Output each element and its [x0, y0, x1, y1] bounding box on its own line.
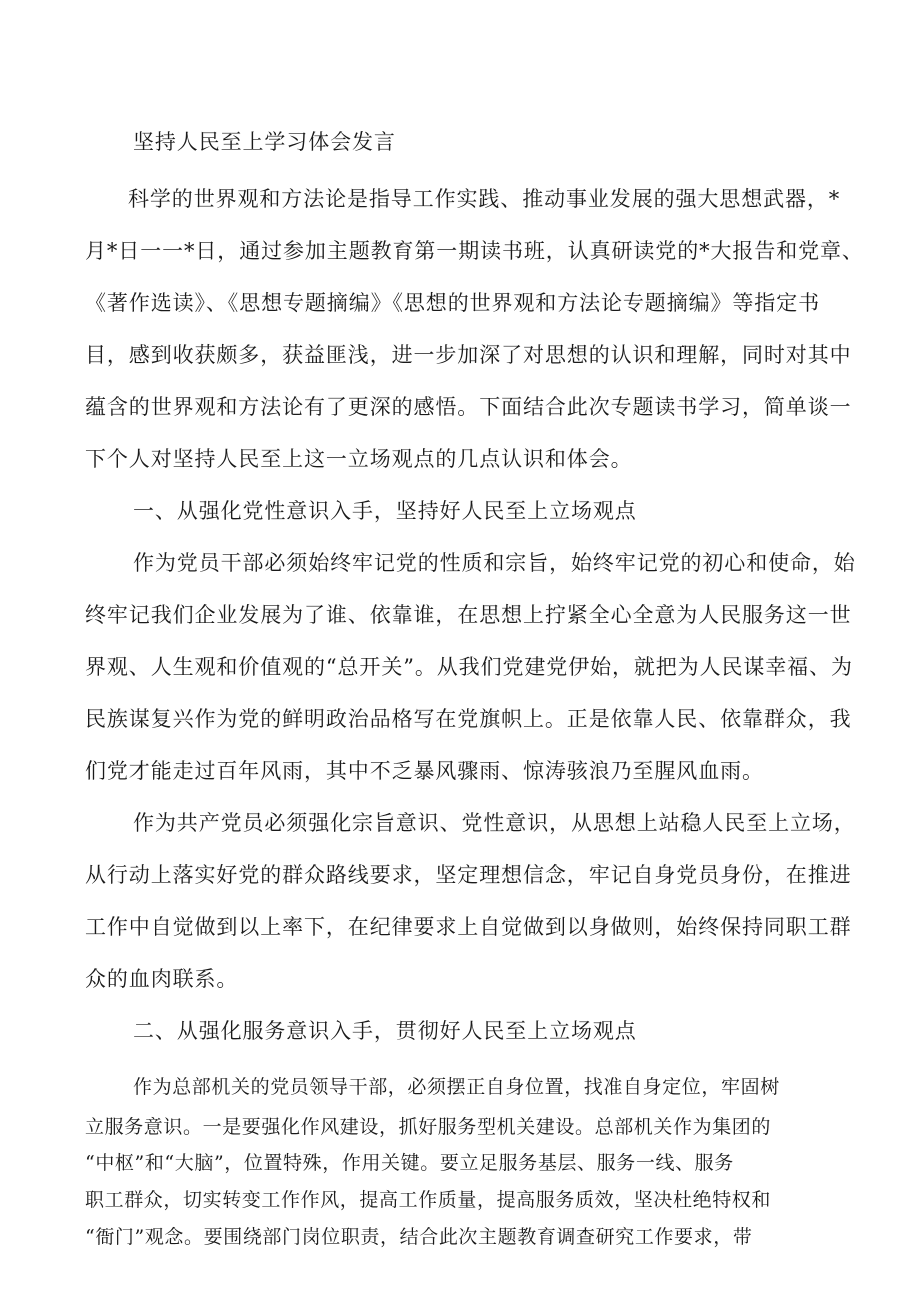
paragraph-line: 立服务意识。一是要强化作风建设，抓好服务型机关建设。总部机关作为集团的 [85, 1116, 772, 1138]
paragraph-line: 工作中自觉做到以上率下，在纪律要求上自觉做到以身做则，始终保持同职工群 [85, 915, 852, 939]
paragraph-line: “衙门”观念。要围绕部门岗位职责，结合此次主题教育调查研究工作要求，带 [85, 1226, 753, 1248]
paragraph-line: 众的血肉联系。 [85, 967, 239, 991]
paragraph-line: 终牢记我们企业发展为了谁、依靠谁，在思想上拧紧全心全意为人民服务这一世 [85, 603, 852, 627]
paragraph-line: 们党才能走过百年风雨，其中不乏暴风骤雨、惊涛骇浪乃至腥风血雨。 [85, 759, 764, 783]
paragraph-line: 职工群众，切实转变工作作风，提高工作质量，提高服务质效，坚决杜绝特权和 [85, 1189, 772, 1211]
paragraph-line: 科学的世界观和方法论是指导工作实践、推动事业发展的强大思想武器，* [128, 187, 841, 211]
paragraph-line: 作为总部机关的党员领导干部，必须摆正自身位置，找准自身定位，牢固树 [133, 1076, 780, 1098]
document-title: 坚持人民至上学习体会发言 [133, 130, 396, 154]
paragraph-line: 蕴含的世界观和方法论有了更深的感悟。下面结合此次专题读书学习，简单谈一 [85, 395, 852, 419]
paragraph-line: “中枢”和“大脑”，位置特殊，作用关键。要立足服务基层、服务一线、服务 [85, 1152, 734, 1174]
section-heading: 二、从强化服务意识入手，贯彻好人民至上立场观点 [133, 1019, 637, 1043]
paragraph-line: 民族谋复兴作为党的鲜明政治品格写在党旗帜上。正是依靠人民、依靠群众，我 [85, 707, 852, 731]
paragraph-line: 界观、人生观和价值观的“总开关”。从我们党建党伊始，就把为人民谋幸福、为 [85, 655, 853, 679]
paragraph-line: 月*日一一*日，通过参加主题教育第一期读书班，认真研读党的*大报告和党章、 [85, 239, 864, 263]
section-heading: 一、从强化党性意识入手，坚持好人民至上立场观点 [133, 499, 637, 523]
paragraph-line: 从行动上落实好党的群众路线要求，坚定理想信念，牢记自身党员身份，在推进 [85, 863, 852, 887]
paragraph-line: 作为党员干部必须始终牢记党的性质和宗旨，始终牢记党的初心和使命，始 [133, 551, 856, 575]
paragraph-line: 作为共产党员必须强化宗旨意识、党性意识，从思想上站稳人民至上立场， [133, 811, 856, 835]
paragraph-line: 目，感到收获颇多，获益匪浅，进一步加深了对思想的认识和理解，同时对其中 [85, 343, 852, 367]
paragraph-line: 下个人对坚持人民至上这一立场观点的几点认识和体会。 [85, 447, 633, 471]
paragraph-line: 《著作选读》、《思想专题摘编》《思想的世界观和方法论专题摘编》等指定书 [85, 291, 820, 315]
